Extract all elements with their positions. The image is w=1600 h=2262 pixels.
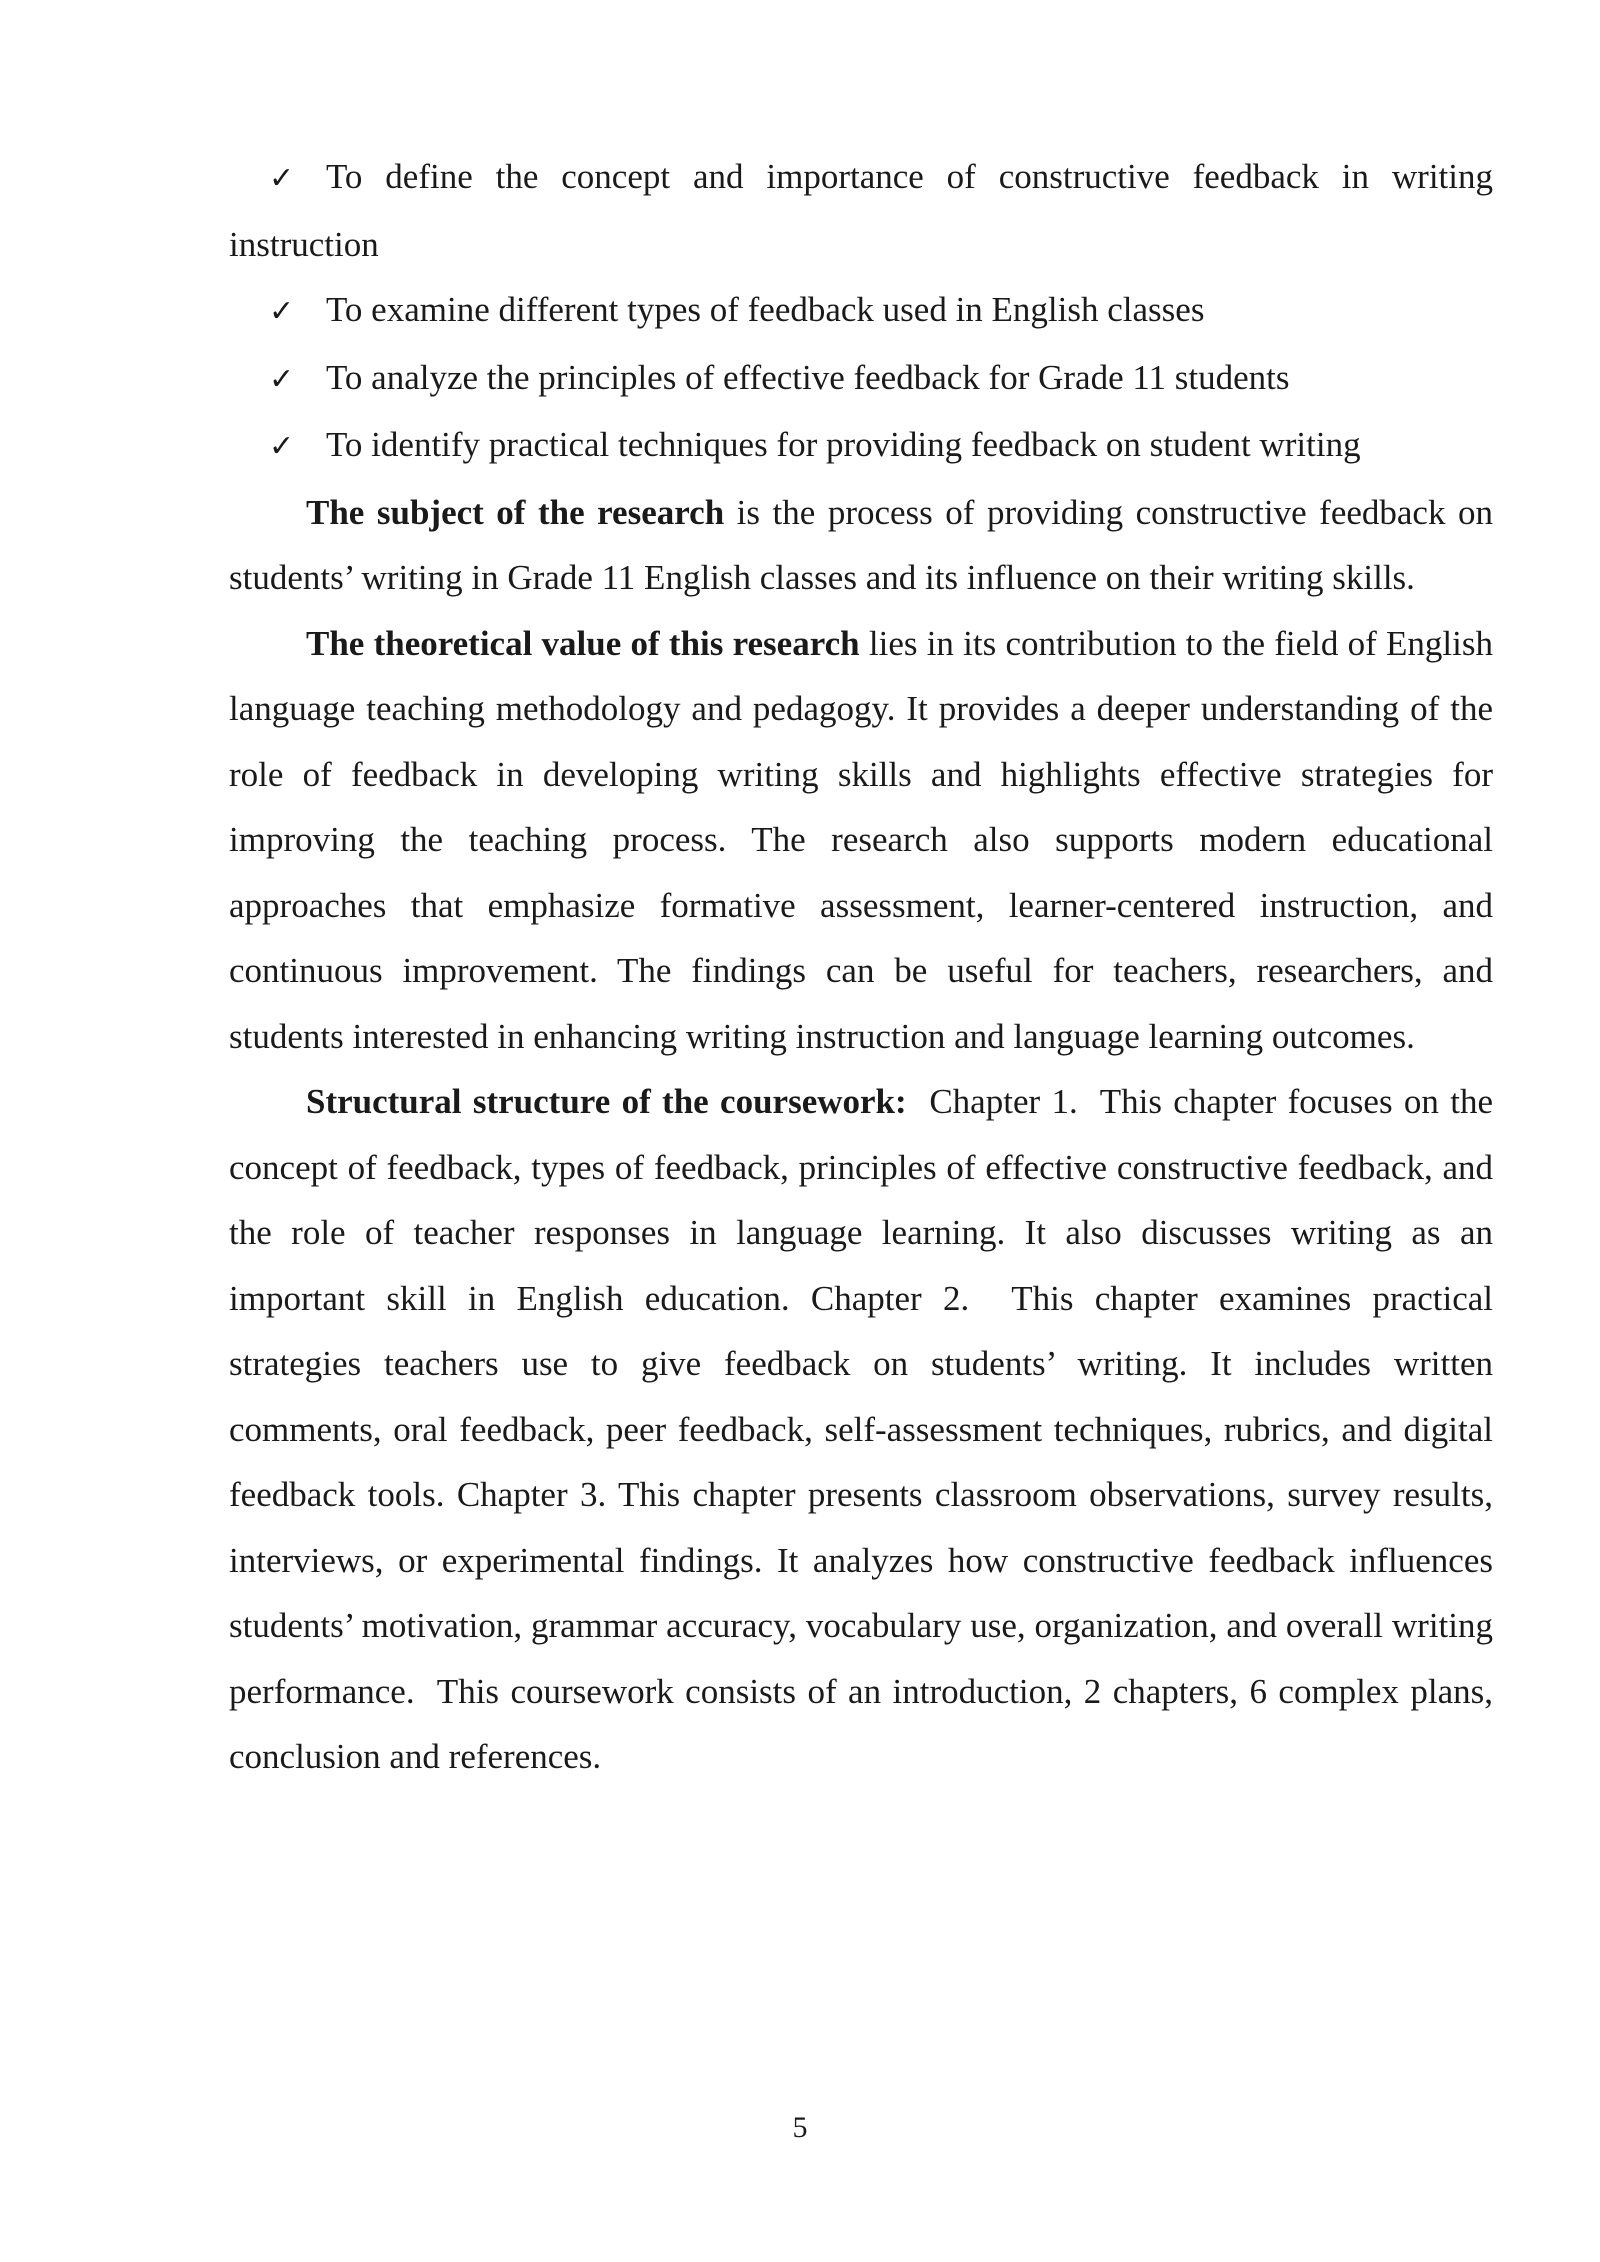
objective-item	[229, 345, 1493, 413]
structure-paragraph	[229, 1069, 1502, 1790]
page-content	[229, 144, 1502, 1790]
objective-text: To analyze the principles of effective feedback for Grade 11 students	[326, 357, 1290, 397]
subject-heading: The subject of the research	[306, 492, 725, 532]
objective-item	[229, 412, 1493, 480]
theoretical-value-heading: The theoretical value of this research	[306, 623, 860, 663]
theoretical-value-paragraph	[229, 611, 1493, 1070]
subject-text: is the process of providing constructive feedback on students’ writing in Grade 11 English classes and its influence on their writing skills.	[229, 492, 1493, 597]
subject-paragraph	[229, 480, 1493, 611]
objective-text: To define the concept and importance of constructive feedback in writing instruction	[229, 157, 1493, 264]
structure-text: Chapter 1. This chapter focuses on the concept of feedback, types of feedback, principles of effective constructive feedback, and the role of teacher responses in language learning. It also discusses writing as an important skill in English education. Chapter 2. This chapter examines practical strategies teachers use to give feedback on students’ writing. It includes written comments, oral feedback, peer feedback, self-assessment techniques, rubrics, and digital feedback tools. Chapter 3. This chapter presents classroom observations, survey results, interviews, or experimental findings. It analyzes how constructive feedback influences students’ motivation, grammar accuracy, vocabulary use, organization, and overall writing performance. This coursework consists of an introduction, 2 chapters, 6 complex plans, conclusion and references.	[229, 1082, 1502, 1776]
page-number: 5	[792, 2111, 808, 2144]
objective-item	[229, 277, 1493, 345]
theoretical-value-text: lies in its contribution to the field of English language teaching methodology and pedagogy. It provides a deeper understanding of the role of feedback in developing writing skills and highlights effective strategies for improving the teaching process. The research also supports modern educational approaches that emphasize formative assessment, learner-centered instruction, and continuous improvement. The findings can be useful for teachers, researchers, and students interested in enhancing writing instruction and language learning outcomes.	[229, 623, 1493, 1056]
checkmark-icon: ✓	[269, 361, 295, 397]
checkmark-icon: ✓	[269, 429, 295, 464]
checkmark-icon: ✓	[269, 161, 295, 196]
structure-heading: Structural structure of the coursework:	[306, 1082, 907, 1121]
objective-item	[229, 144, 1493, 277]
checkmark-icon: ✓	[269, 294, 295, 329]
objective-text: To identify practical techniques for providing feedback on student writing	[326, 425, 1361, 464]
objective-text: To examine different types of feedback used in English classes	[326, 290, 1205, 329]
